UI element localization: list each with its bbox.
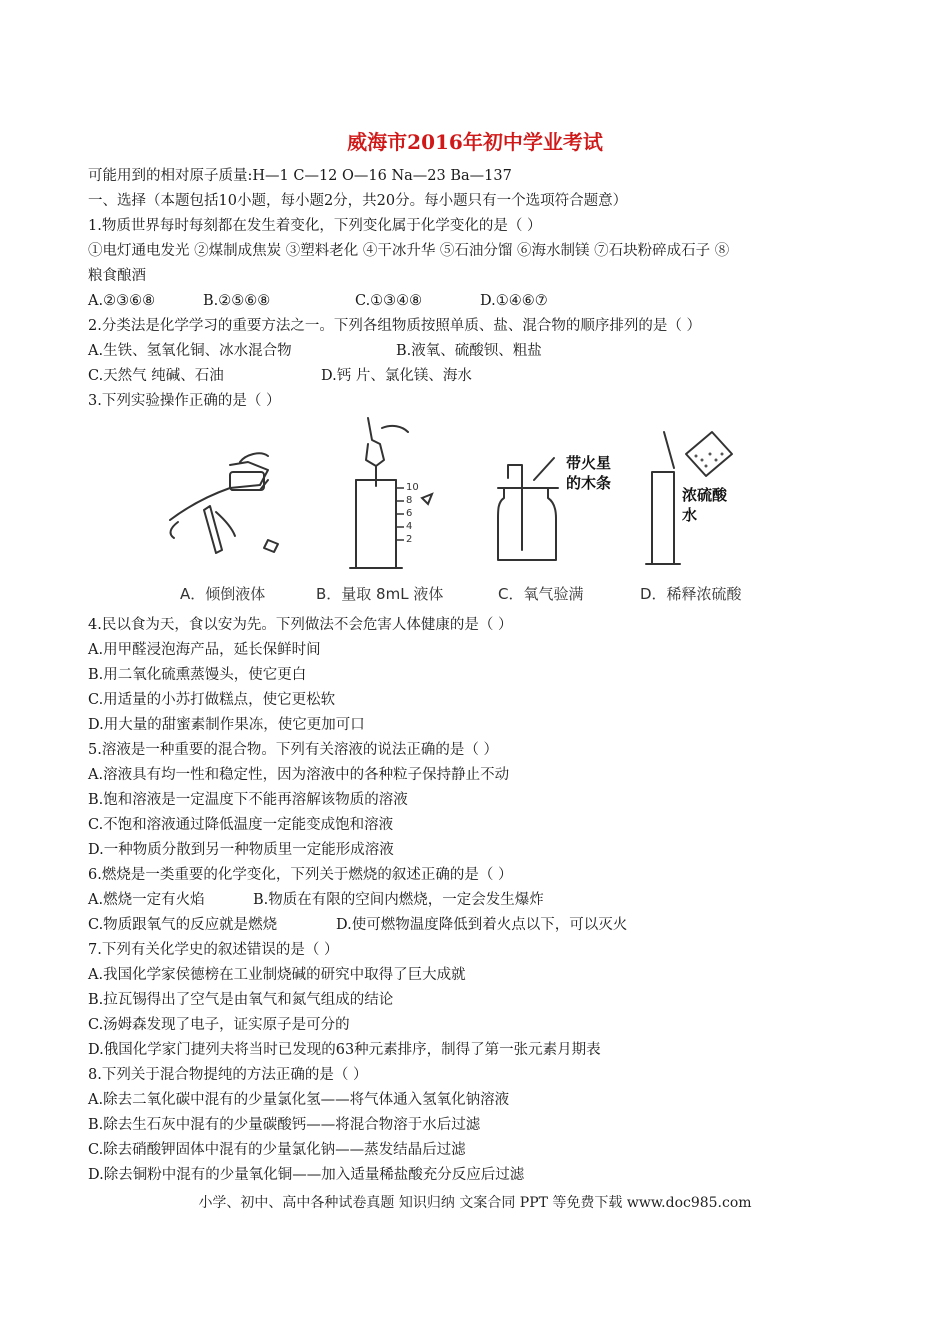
- question-7-option-d: D.俄国化学家门捷列夫将当时已发现的63种元素排序，制得了第一张元素月期表: [88, 1042, 601, 1058]
- question-8-stem: 8.下列关于混合物提纯的方法正确的是（ ）: [88, 1067, 368, 1083]
- figure-b: [310, 410, 470, 610]
- page-title: 威海市2016年初中学业考试: [347, 130, 603, 154]
- question-5-option-a: A.溶液具有均一性和稳定性，因为溶液中的各种粒子保持静止不动: [88, 767, 510, 783]
- caption-c: C．氧气验满: [498, 585, 584, 603]
- question-3-stem: 3.下列实验操作正确的是（ ）: [88, 393, 281, 409]
- question-7-option-b: B.拉瓦锡得出了空气是由氧气和氮气组成的结论: [88, 992, 394, 1008]
- option-d: D.①④⑥⑦: [480, 293, 548, 309]
- scale-label: 8: [406, 495, 413, 506]
- question-2-stem: 2.分类法是化学学习的重要方法之一。下列各组物质按照单质、盐、混合物的顺序排列的是（ ）: [88, 318, 701, 334]
- caption-b: B．量取 8mL 液体: [316, 585, 444, 603]
- option-c: C.天然气 纯碱、石油: [88, 368, 224, 384]
- question-1-stem: 1.物质世界每时每刻都在发生着变化，下列变化属于化学变化的是（ ）: [88, 218, 542, 234]
- question-1-items-cont: 粮食酿酒: [88, 268, 146, 284]
- label-conc-acid: 浓硫酸: [682, 486, 728, 504]
- question-7-stem: 7.下列有关化学史的叙述错误的是（ ）: [88, 942, 339, 958]
- experiment-figure: [150, 410, 800, 610]
- question-8-option-b: B.除去生石灰中混有的少量碳酸钙——将混合物溶于水后过滤: [88, 1117, 481, 1133]
- question-7-option-c: C.汤姆森发现了电子，证实原子是可分的: [88, 1017, 350, 1033]
- measuring-cylinder-illustration: [310, 410, 470, 580]
- figure-a: [150, 410, 300, 610]
- diluting-acid-illustration: [640, 410, 800, 580]
- figure-d: [640, 410, 800, 610]
- question-4-stem: 4.民以食为天，食以安为先。下列做法不会危害人体健康的是（ ）: [88, 617, 513, 633]
- option-b: B.②⑤⑥⑧: [203, 293, 271, 309]
- question-4-option-d: D.用大量的甜蜜素制作果冻，使它更加可口: [88, 717, 365, 733]
- question-5-option-b: B.饱和溶液是一定温度下不能再溶解该物质的溶液: [88, 792, 408, 808]
- caption-d: D．稀释浓硫酸: [640, 585, 742, 603]
- option-a: A.燃烧一定有火焰: [88, 892, 205, 908]
- question-8-option-a: A.除去二氧化碳中混有的少量氯化氢——将气体通入氢氧化钠溶液: [88, 1092, 510, 1108]
- option-a: A.②③⑥⑧: [88, 293, 156, 309]
- question-4-option-c: C.用适量的小苏打做糕点，使它更松软: [88, 692, 336, 708]
- question-2-options-row2: [88, 366, 472, 386]
- option-c: C.物质跟氧气的反应就是燃烧: [88, 917, 278, 933]
- footer-banner: 小学、初中、高中各种试卷真题 知识归纳 文案合同 PPT 等免费下载 www.doc985.com: [198, 1195, 752, 1211]
- question-4-option-a: A.用甲醛浸泡海产品，延长保鲜时间: [88, 642, 321, 658]
- question-7-option-a: A.我国化学家侯德榜在工业制烧碱的研究中取得了巨大成就: [88, 967, 466, 983]
- question-6-options-row1: [88, 890, 544, 910]
- section-heading: 一、选择（本题包括10小题，每小题2分，共20分。每小题只有一个选项符合题意）: [88, 193, 628, 209]
- oxygen-test-illustration: [490, 410, 640, 580]
- option-b: B.液氧、硫酸钡、粗盐: [396, 343, 542, 359]
- label-glowing-splint-2: 的木条: [566, 474, 612, 492]
- question-6-stem: 6.燃烧是一类重要的化学变化，下列关于燃烧的叙述正确的是（ ）: [88, 867, 513, 883]
- scale-label: 10: [406, 482, 419, 493]
- question-8-option-d: D.除去铜粉中混有的少量氧化铜——加入适量稀盐酸充分反应后过滤: [88, 1167, 525, 1183]
- option-a: A.生铁、氢氧化铜、冰水混合物: [88, 343, 292, 359]
- label-glowing-splint: 带火星: [566, 454, 612, 472]
- question-4-option-b: B.用二氧化硫熏蒸馒头，使它更白: [88, 667, 307, 683]
- question-1-items: ①电灯通电发光 ②煤制成焦炭 ③塑料老化 ④干冰升华 ⑤石油分馏 ⑥海水制镁 ⑦石块粉碎成石子 ⑧: [88, 243, 730, 259]
- option-d: D.钙 片、氯化镁、海水: [321, 368, 472, 384]
- scale-label: 6: [406, 508, 413, 519]
- scale-label: 4: [406, 521, 413, 532]
- atomic-mass-line: 可能用到的相对原子质量:H—1 C—12 O—16 Na—23 Ba—137: [88, 168, 512, 184]
- caption-a: A．倾倒液体: [180, 585, 266, 603]
- question-1-options: [88, 291, 548, 311]
- figure-c: [490, 410, 640, 610]
- question-8-option-c: C.除去硝酸钾固体中混有的少量氯化钠——蒸发结晶后过滤: [88, 1142, 466, 1158]
- question-5-option-c: C.不饱和溶液通过降低温度一定能变成饱和溶液: [88, 817, 394, 833]
- option-d: D.使可燃物温度降低到着火点以下，可以灭火: [336, 917, 628, 933]
- option-b: B.物质在有限的空间内燃烧，一定会发生爆炸: [253, 892, 544, 908]
- question-2-options-row1: [88, 341, 542, 361]
- question-5-stem: 5.溶液是一种重要的混合物。下列有关溶液的说法正确的是（ ）: [88, 742, 498, 758]
- scale-label: 2: [406, 534, 413, 545]
- option-c: C.①③④⑧: [355, 293, 423, 309]
- question-5-option-d: D.一种物质分散到另一种物质里一定能形成溶液: [88, 842, 394, 858]
- label-water: 水: [682, 506, 698, 524]
- question-6-options-row2: [88, 915, 627, 935]
- pouring-liquid-illustration: [150, 410, 300, 580]
